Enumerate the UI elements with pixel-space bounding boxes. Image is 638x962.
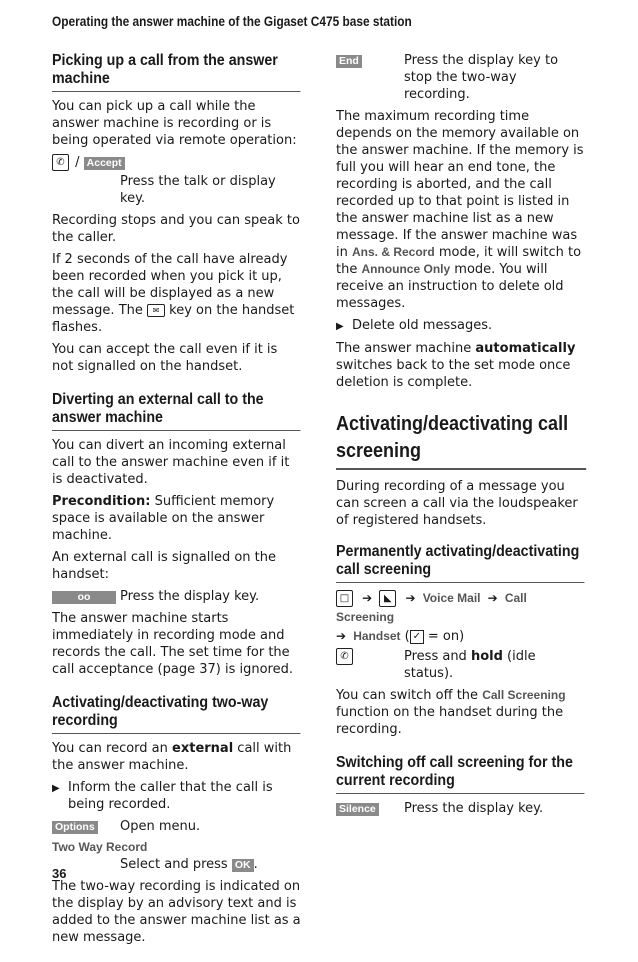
precondition-label: Precondition: <box>52 494 151 509</box>
switch-text-b: function on the handset during the recording. <box>336 705 564 737</box>
press-text-a: Press and <box>404 649 471 664</box>
section-title-screening: Activating/deactivating call screening <box>336 411 586 470</box>
pickup-p2-text-a: If 2 seconds of the call have already been recorded when you pick it up, the call will be displayed as a new message. The <box>52 252 288 318</box>
press-bold: hold <box>470 649 503 664</box>
twoway-intro-bold: external <box>172 741 234 756</box>
divert-precondition <box>52 493 302 544</box>
menu-key-icon: □ <box>336 590 353 607</box>
menu-call-screening: Call Screening <box>336 591 527 624</box>
twoway-intro-b: call with the answer machine. <box>52 741 292 773</box>
section-title-permanent: Permanently activating/deactivating call screening <box>336 543 584 583</box>
answer-machine-icon: ◣ <box>379 590 396 607</box>
menu-item-two-way-record: Two Way Record <box>52 840 148 854</box>
section-divert <box>52 391 302 678</box>
menu-handset: Handset <box>353 629 401 643</box>
talk-key-icon: ✆ <box>52 154 69 171</box>
message-key-icon: ✉ <box>147 304 165 317</box>
ok-display-key: OK <box>232 859 254 872</box>
screening-menu-path: □ ➔ ◣ ➔ Voice Mail ➔ Call Screening ➔ Handset ( ✓ = on) <box>336 591 527 644</box>
memory-text-a: The maximum recording time depends on the memory available on the answer machine. If the memory is full you will hear an end tone, the recording is aborted, and the call recorded up to that point is listed in the answer machine list as a new message. If the answer machine was in <box>336 109 584 260</box>
pickup-keys <box>52 154 302 171</box>
twoway-intro-a: You can record an <box>52 741 173 756</box>
silence-key-desc: Press the display key. <box>404 801 544 816</box>
divert-p1: An external call is signalled on the handset: <box>52 550 276 582</box>
pickup-key-desc: Press the talk or display key. <box>120 174 276 206</box>
pickup-p2-text-b: key on the handset flashes. <box>52 303 295 335</box>
arrow-icon: ➔ <box>487 591 498 605</box>
options-display-key: Options <box>52 821 98 834</box>
section-title-divert: Diverting an external call to the answer machine <box>52 391 300 431</box>
memory-text-c: mode. You will receive an instruction to delete old messages. <box>336 262 564 311</box>
key-separator: / <box>75 155 80 170</box>
auto-paragraph <box>336 340 586 391</box>
auto-text-a: The answer machine <box>336 341 476 356</box>
section-title-twoway: Activating/deactivating two-way recording <box>52 694 300 734</box>
memory-paragraph <box>336 108 586 312</box>
delete-bullet <box>336 317 586 335</box>
section-pickup <box>52 52 302 375</box>
page-header: Operating the answer machine of the Gigaset C475 base station <box>52 14 412 29</box>
section-title-pickup: Picking up a call from the answer machine <box>52 52 300 92</box>
menu-ans-record: Ans. & Record <box>352 245 435 259</box>
options-key-desc: Open menu. <box>120 819 201 834</box>
delete-bullet-text: Delete old messages. <box>352 318 493 333</box>
divert-p2: The answer machine starts immediately in recording mode and records the call. The set time for the call acceptance (page 37) is ignored. <box>52 611 293 677</box>
twoway-bullet <box>52 779 302 813</box>
menu-voice-mail: Voice Mail <box>422 591 481 605</box>
arrow-icon: ➔ <box>405 591 416 605</box>
pickup-p2 <box>52 251 302 336</box>
twoway-p-end: The two-way recording is indicated on the display by an advisory text and is added to the answer machine list as a new message. <box>52 879 301 945</box>
switch-text-a: You can switch off the <box>336 688 479 703</box>
screening-intro: During recording of a message you can screen a call via the loudspeaker of registered handsets. <box>336 479 578 528</box>
bullet-arrow-icon: ▶ <box>52 783 60 794</box>
pickup-p3: You can accept the call even if it is not signalled on the handset. <box>52 342 278 374</box>
accept-display-key: Accept <box>84 157 125 170</box>
menu-announce-only: Announce Only <box>361 262 451 276</box>
select-row: Select and press OK . <box>120 857 258 872</box>
voicemail-display-key: οο <box>52 591 116 604</box>
auto-text-b: switches back to the set mode once deletion is complete. <box>336 358 571 390</box>
check-text: = on) <box>427 629 465 644</box>
end-call-key-row <box>336 648 586 682</box>
auto-bold: automatically <box>475 341 576 356</box>
switch-off-paragraph <box>336 687 586 738</box>
bullet-arrow-icon: ▶ <box>336 321 344 332</box>
divert-intro: You can divert an incoming external call to the answer machine even if it is deactivated. <box>52 438 290 487</box>
divert-key-row <box>52 588 302 605</box>
twoway-bullet-text: Inform the caller that the call is being recorded. <box>68 780 273 812</box>
section-title-switch-off: Switching off call screening for the current recording <box>336 754 584 794</box>
memory-text-b: mode, it will switch to the <box>336 245 582 277</box>
silence-key-row <box>336 800 586 817</box>
precondition-text: Sufficient memory space is available on the answer machine. <box>52 494 275 543</box>
checkbox-checked-icon: ✓ <box>410 630 424 644</box>
end-display-key: End <box>336 55 362 68</box>
press-text-b: (idle status). <box>404 649 536 681</box>
left-column <box>52 52 302 962</box>
arrow-icon: ➔ <box>336 629 347 643</box>
section-twoway <box>52 694 302 946</box>
options-key-row <box>52 818 302 835</box>
right-column <box>336 52 586 822</box>
end-call-key-icon: ✆ <box>336 648 353 665</box>
select-text: Select and press <box>120 857 228 872</box>
end-key-row <box>336 52 586 103</box>
pickup-key-row <box>52 173 302 207</box>
pickup-p1: Recording stops and you can speak to the caller. <box>52 213 300 245</box>
end-key-desc: Press the display key to stop the two-way recording. <box>404 53 559 102</box>
page-number: 36 <box>52 866 67 881</box>
pickup-intro: You can pick up a call while the answer machine is recording or is being operated via remote operation: <box>52 99 297 148</box>
arrow-icon: ➔ <box>362 591 373 605</box>
silence-display-key: Silence <box>336 803 379 816</box>
twoway-intro <box>52 740 302 774</box>
menu-call-screening-inline: Call Screening <box>482 688 566 702</box>
divert-key-desc: Press the display key. <box>120 589 260 604</box>
